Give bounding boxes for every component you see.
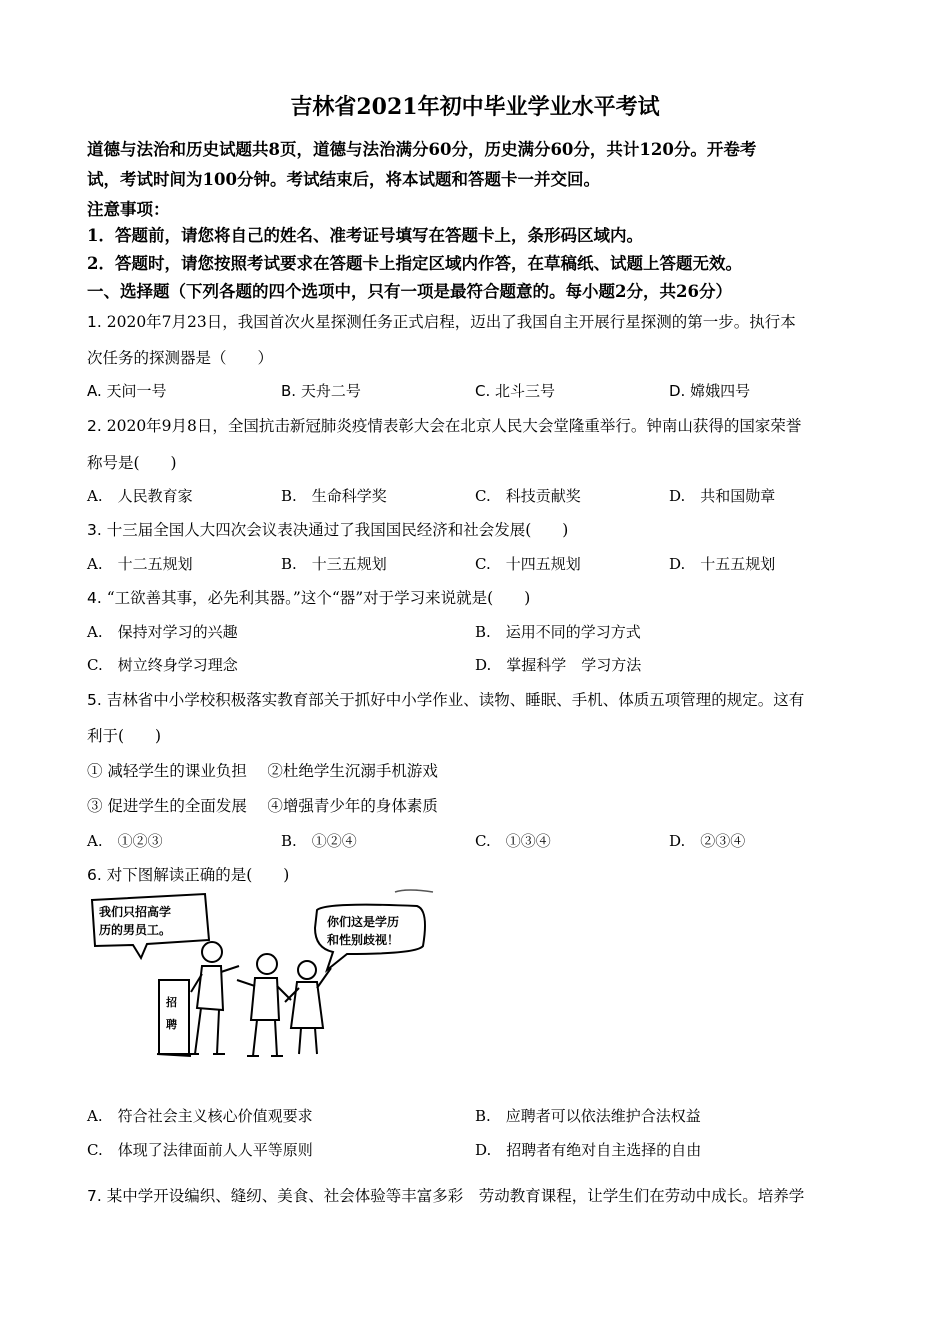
- q6-option-c[interactable]: C. 体现了法律面前人人平等原则: [87, 1141, 313, 1159]
- q2-option-c[interactable]: C. 科技贡献奖: [475, 487, 581, 505]
- q3-option-b[interactable]: B. 十三五规划: [281, 555, 387, 573]
- sign-char-2: 聘: [166, 1018, 177, 1031]
- question-6: [87, 863, 289, 885]
- question-1-cont: 次任务的探测器是（ ）: [87, 349, 274, 367]
- q3-option-d[interactable]: D. 十五五规划: [669, 555, 776, 573]
- q3-option-a[interactable]: A. 十二五规划: [87, 555, 193, 573]
- question-5-items-1: ① 减轻学生的课业负担 ②杜绝学生沉溺手机游戏: [87, 762, 438, 780]
- question-number: 4.: [87, 589, 102, 607]
- q6-option-b[interactable]: B. 应聘者可以依法维护合法权益: [475, 1107, 701, 1125]
- question-1: [87, 310, 796, 332]
- question-text: 2020年7月23日，我国首次火星探测任务正式启程，迈出了我国自主开展行星探测的第一步。执行本: [106, 313, 796, 331]
- question-text: 十三届全国人大四次会议表决通过了我国国民经济和社会发展( ): [106, 521, 569, 539]
- question-text: 吉林省中小学校积极落实教育部关于抓好中小学作业、读物、睡眠、手机、体质五项管理的规定。这有: [106, 691, 805, 709]
- page-title: 吉林省2021年初中毕业学业水平考试: [290, 94, 660, 120]
- q5-option-b[interactable]: B. ①②④: [281, 832, 357, 850]
- q5-option-d[interactable]: D. ②③④: [669, 832, 746, 850]
- intro-line-2: 试，考试时间为100分钟。考试结束后，将本试题和答题卡一并交回。: [87, 170, 600, 189]
- question-5: [87, 688, 804, 710]
- q1-option-a[interactable]: A. 天问一号: [87, 382, 167, 400]
- question-number: 1.: [87, 313, 102, 331]
- question-text: “工欲善其事，必先利其器。”这个“器”对于学习来说就是( ): [106, 589, 531, 607]
- q3-option-c[interactable]: C. 十四五规划: [475, 555, 581, 573]
- bubble-left-line-2: 历的男员工。: [99, 923, 172, 937]
- question-number: 5.: [87, 691, 102, 709]
- question-text: 某中学开设编织、缝纫、美食、社会体验等丰富多彩 劳动教育课程，让学生们在劳动中成长。培养学: [106, 1187, 805, 1205]
- q2-option-d[interactable]: D. 共和国勋章: [669, 487, 776, 505]
- sign-char-1: 招: [166, 996, 177, 1009]
- bubble-left-line-1: 我们只招高学: [99, 905, 172, 919]
- question-7: [87, 1184, 804, 1206]
- section-heading: 一、选择题（下列各题的四个选项中，只有一项是最符合题意的。每小题2分，共26分）: [87, 282, 732, 301]
- notice-item-1: 1．答题前，请您将自己的姓名、准考证号填写在答题卡上，条形码区域内。: [87, 226, 643, 245]
- question-5-items-2: ③ 促进学生的全面发展 ④增强青少年的身体素质: [87, 797, 438, 815]
- intro-line-1: 道德与法治和历史试题共8页，道德与法治满分60分，历史满分60分，共计120分。开卷考: [87, 140, 757, 159]
- recruit-sign: [159, 980, 189, 1054]
- question-text: 对下图解读正确的是( ): [106, 866, 290, 884]
- cartoon-figure: [87, 888, 437, 1068]
- question-text: 2020年9月8日，全国抗击新冠肺炎疫情表彰大会在北京人民大会堂隆重举行。钟南山获得的国家荣誉: [106, 417, 802, 435]
- applicant-figure: [237, 954, 291, 1056]
- q6-option-a[interactable]: A. 符合社会主义核心价值观要求: [87, 1107, 313, 1125]
- question-number: 2.: [87, 417, 102, 435]
- recruiter-figure: [189, 942, 239, 1054]
- question-5-cont: 利于( ): [87, 727, 162, 745]
- notice-heading: 注意事项：: [87, 200, 170, 219]
- q2-option-b[interactable]: B. 生命科学奖: [281, 487, 387, 505]
- question-2: [87, 414, 801, 436]
- bubble-right-line-2: 和性别歧视！: [327, 933, 400, 947]
- q1-option-b[interactable]: B. 天舟二号: [281, 382, 361, 400]
- q5-option-a[interactable]: A. ①②③: [87, 832, 163, 850]
- q4-option-a[interactable]: A. 保持对学习的兴趣: [87, 623, 238, 641]
- q2-option-a[interactable]: A. 人民教育家: [87, 487, 193, 505]
- q4-option-b[interactable]: B. 运用不同的学习方式: [475, 623, 641, 641]
- q6-option-d[interactable]: D. 招聘者有绝对自主选择的自由: [475, 1141, 702, 1159]
- q4-option-d[interactable]: D. 掌握科学 学习方法: [475, 656, 642, 674]
- question-number: 6.: [87, 866, 102, 884]
- bubble-right-line-1: 你们这是学历: [327, 915, 400, 929]
- q5-option-c[interactable]: C. ①③④: [475, 832, 551, 850]
- q1-option-d[interactable]: D. 嫦娥四号: [669, 382, 751, 400]
- question-3: [87, 518, 568, 540]
- protester-figure: [285, 961, 331, 1054]
- question-number: 7.: [87, 1187, 102, 1205]
- question-2-cont: 称号是( ): [87, 454, 177, 472]
- question-number: 3.: [87, 521, 102, 539]
- notice-item-2: 2．答题时，请您按照考试要求在答题卡上指定区域内作答，在草稿纸、试题上答题无效。: [87, 254, 742, 273]
- question-4: [87, 586, 530, 608]
- q1-option-c[interactable]: C. 北斗三号: [475, 382, 556, 400]
- q4-option-c[interactable]: C. 树立终身学习理念: [87, 656, 238, 674]
